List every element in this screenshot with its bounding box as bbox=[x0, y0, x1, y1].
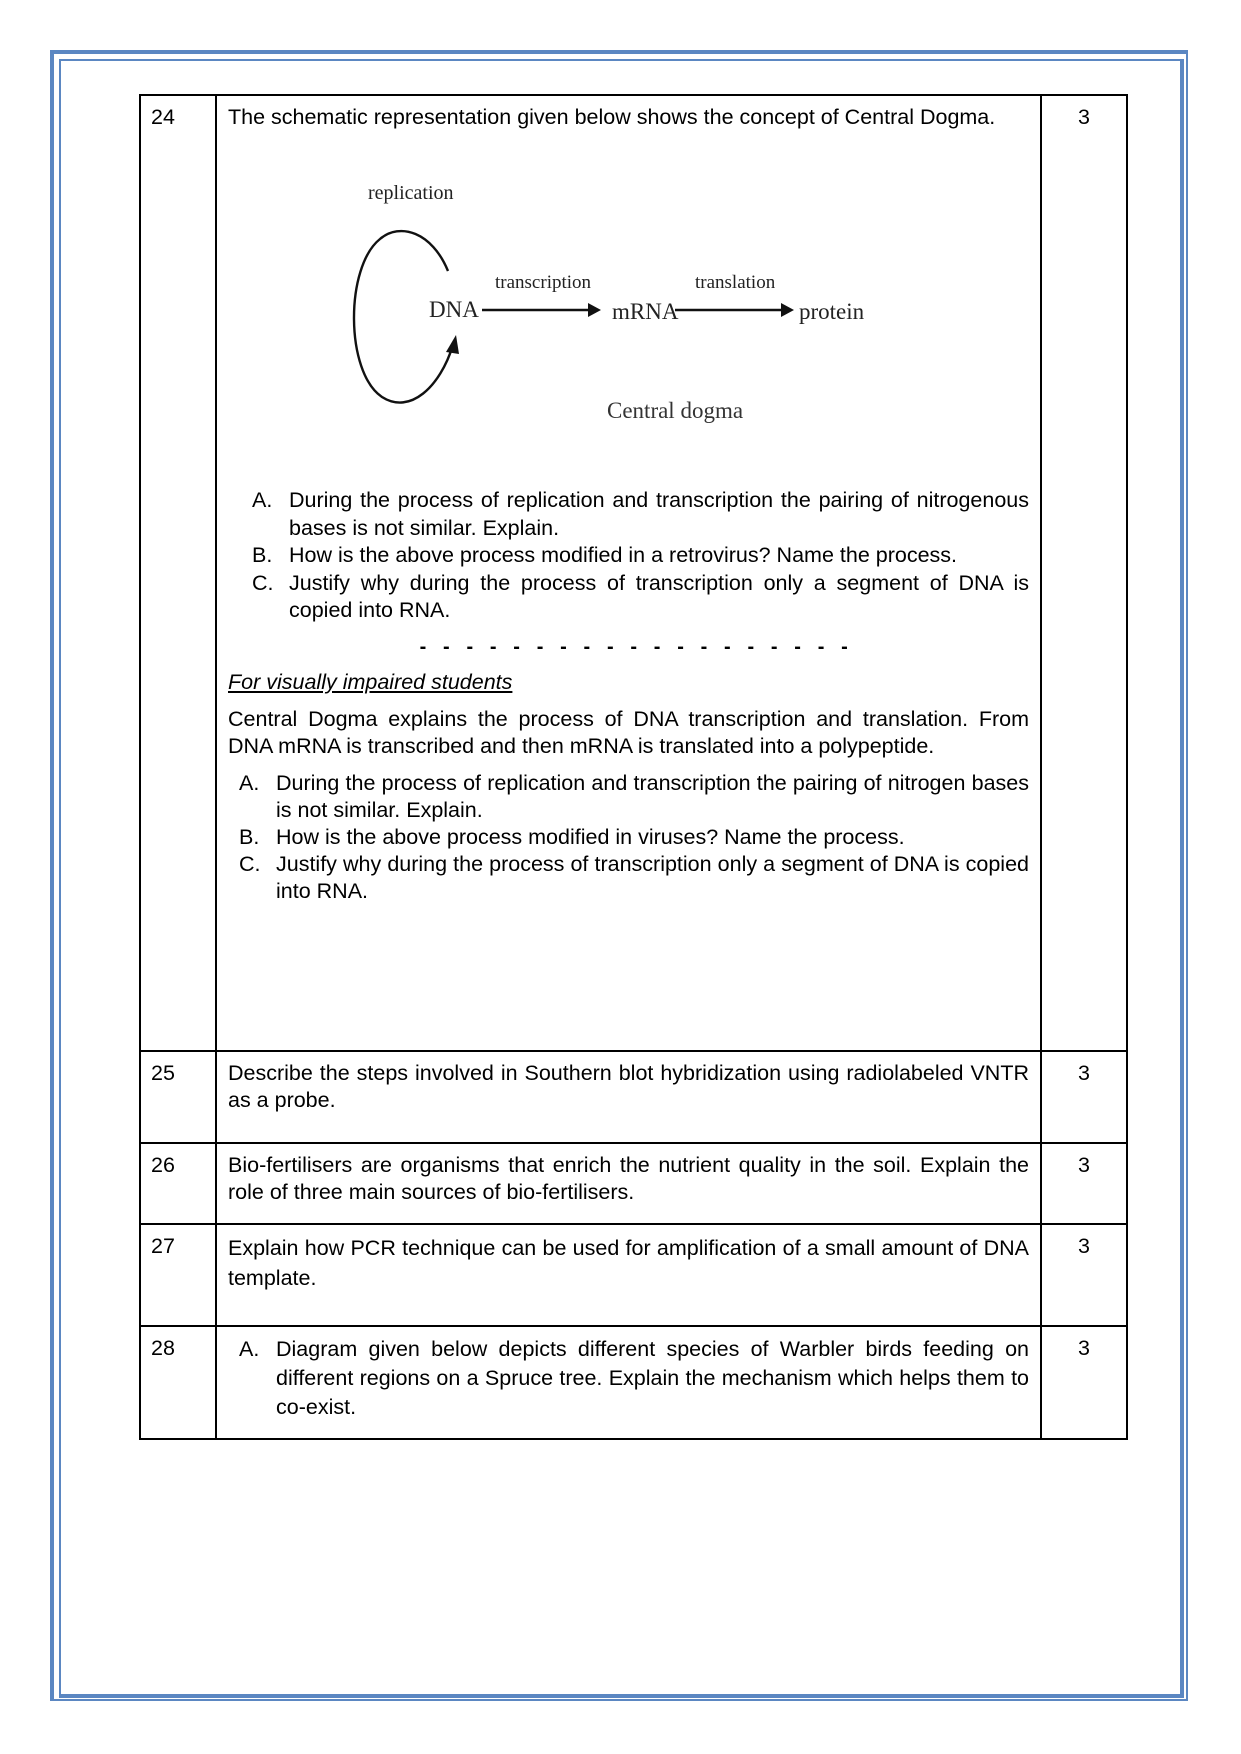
question-row-24 bbox=[140, 95, 1127, 1051]
central-dogma-diagram bbox=[228, 137, 1029, 487]
part-text: How is the above process modified in viruses? Name the process. bbox=[276, 824, 905, 849]
dna-label: DNA bbox=[429, 297, 479, 322]
question-marks: 3 bbox=[1041, 1224, 1127, 1326]
question-parts bbox=[228, 1335, 1029, 1422]
question-intro: The schematic representation given below shows the concept of Central Dogma. bbox=[228, 105, 996, 129]
question-marks: 3 bbox=[1041, 1326, 1127, 1439]
visually-impaired-heading: For visually impaired students bbox=[228, 669, 513, 694]
question-marks: 3 bbox=[1041, 1051, 1127, 1143]
question-table bbox=[139, 94, 1128, 1440]
replication-arrowhead-icon bbox=[446, 335, 459, 354]
vi-part-b bbox=[228, 824, 1029, 851]
question-number: 27 bbox=[140, 1224, 216, 1326]
question-row-25 bbox=[140, 1051, 1127, 1143]
part-text: How is the above process modified in a retrovirus? Name the process. bbox=[289, 543, 958, 567]
translation-arrowhead-icon bbox=[781, 303, 794, 317]
question-text: Bio-fertilisers are organisms that enrich the nutrient quality in the soil. Explain the role of three main sources of bio-fertilisers. bbox=[228, 1153, 1029, 1204]
question-text: Describe the steps involved in Southern blot hybridization using radiolabeled VNTR as a probe. bbox=[228, 1061, 1029, 1112]
mrna-label: mRNA bbox=[612, 299, 679, 324]
question-part-a bbox=[228, 487, 1029, 542]
question-body bbox=[216, 95, 1041, 1051]
question-text: Explain how PCR technique can be used for amplification of a small amount of DNA template. bbox=[228, 1236, 1029, 1290]
part-text: During the process of replication and transcription the pairing of nitrogenous bases is not similar. Explain. bbox=[289, 488, 1029, 540]
question-part-b bbox=[228, 542, 1029, 570]
central-dogma-figure bbox=[0, 0, 1241, 497]
protein-label: protein bbox=[799, 299, 865, 324]
replication-label: replication bbox=[368, 182, 454, 204]
question-body bbox=[216, 1051, 1041, 1143]
part-marker: B. bbox=[239, 824, 260, 849]
visually-impaired-intro: Central Dogma explains the process of DNA transcription and translation. From DNA mRNA is transcribed and then mRNA is translated into a polypeptide. bbox=[228, 706, 1029, 758]
part-marker: C. bbox=[252, 570, 274, 595]
part-text: Diagram given below depicts different species of Warbler birds feeding on different regions on a Spruce tree. Explain the mechanism which helps them to co-exist. bbox=[276, 1337, 1029, 1419]
vi-part-a bbox=[228, 770, 1029, 824]
question-body bbox=[216, 1143, 1041, 1224]
part-text: During the process of replication and transcription the pairing of nitrogen bases is not similar. Explain. bbox=[276, 770, 1029, 822]
question-number: 24 bbox=[140, 95, 216, 1051]
part-marker: A. bbox=[239, 770, 260, 795]
question-number: 25 bbox=[140, 1051, 216, 1143]
part-marker: B. bbox=[252, 543, 273, 567]
diagram-caption: Central dogma bbox=[607, 398, 744, 423]
question-marks: 3 bbox=[1041, 1143, 1127, 1224]
part-marker: A. bbox=[239, 1337, 260, 1361]
part-marker: C. bbox=[239, 851, 261, 876]
question-row-27 bbox=[140, 1224, 1127, 1326]
visually-impaired-parts bbox=[228, 770, 1029, 905]
part-text: Justify why during the process of transcription only a segment of DNA is copied into RNA. bbox=[276, 851, 1029, 903]
part-text: Justify why during the process of transcription only a segment of DNA is copied into RNA. bbox=[289, 570, 1029, 622]
question-parts bbox=[228, 487, 1029, 625]
question-marks: 3 bbox=[1041, 95, 1127, 1051]
question-row-26 bbox=[140, 1143, 1127, 1224]
transcription-label: transcription bbox=[495, 272, 592, 293]
question-number: 28 bbox=[140, 1326, 216, 1439]
section-separator: - - - - - - - - - - - - - - - - - - - bbox=[419, 635, 854, 658]
transcription-arrowhead-icon bbox=[588, 303, 601, 317]
part-marker: A. bbox=[252, 488, 273, 512]
vi-part-c bbox=[228, 851, 1029, 905]
question-number: 26 bbox=[140, 1143, 216, 1224]
question-part-a bbox=[228, 1335, 1029, 1422]
translation-label: translation bbox=[695, 272, 776, 293]
question-row-28 bbox=[140, 1326, 1127, 1439]
question-body bbox=[216, 1326, 1041, 1439]
question-body bbox=[216, 1224, 1041, 1326]
question-part-c bbox=[228, 570, 1029, 625]
